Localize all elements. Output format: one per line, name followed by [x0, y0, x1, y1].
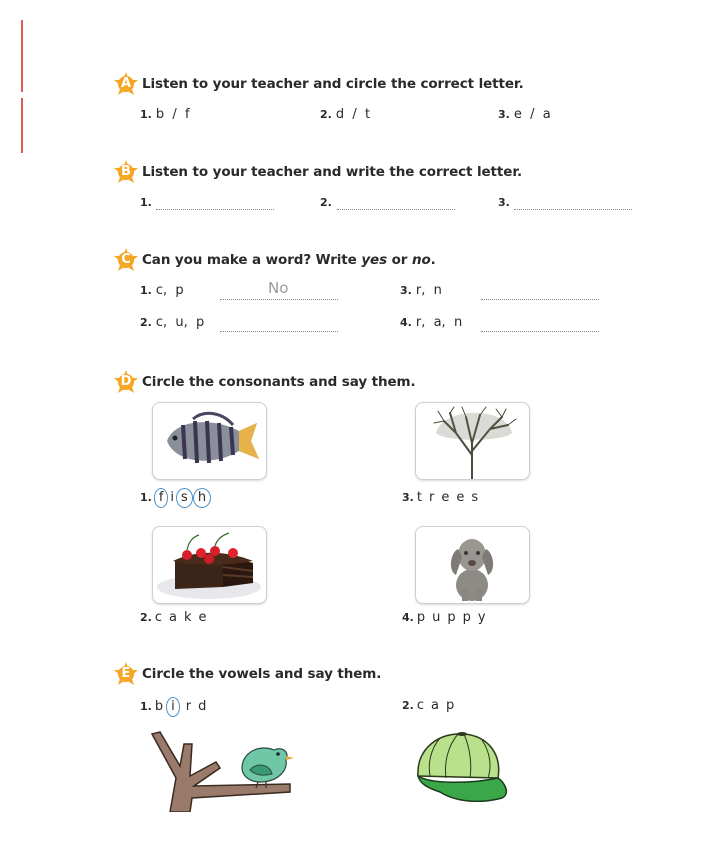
star-badge-icon: D	[114, 370, 138, 394]
list-item-number: 2.	[320, 196, 332, 209]
list-item[interactable]: 1. b / f	[140, 107, 190, 122]
word-cake[interactable]: 2. c a k e	[140, 610, 207, 625]
margin-mark	[21, 98, 23, 153]
answer-blank[interactable]	[220, 299, 338, 300]
written-answer: No	[268, 279, 289, 297]
list-item: 4. r, a, n	[400, 315, 463, 330]
word-puppy[interactable]: 4. p u p p y	[402, 610, 486, 625]
cap-picture	[410, 730, 510, 802]
section-title: Listen to your teacher and circle the correct letter.	[142, 76, 524, 92]
word-trees[interactable]: 3. t r e e s	[402, 490, 479, 505]
section-e-heading	[114, 662, 381, 686]
word-fish[interactable]: 1. f i s h	[140, 488, 211, 506]
list-item-number: 1.	[140, 196, 152, 209]
cake-picture	[152, 526, 267, 604]
list-item-number: 3.	[498, 196, 510, 209]
trees-picture	[415, 402, 530, 480]
word-cap[interactable]: 2. c a p	[402, 698, 455, 713]
list-item: 3. r, n	[400, 283, 442, 298]
section-a-heading	[114, 72, 524, 96]
list-item[interactable]: 3. e / a	[498, 107, 551, 122]
answer-blank[interactable]	[156, 209, 274, 210]
word-bird[interactable]: 1. b i r d	[140, 697, 213, 715]
star-badge-icon: C	[114, 248, 138, 272]
section-d-heading	[114, 370, 416, 394]
fish-picture	[152, 402, 267, 480]
list-item: 2. c, u, p	[140, 315, 205, 330]
answer-blank[interactable]	[337, 209, 455, 210]
answer-blank[interactable]	[481, 299, 599, 300]
answer-blank[interactable]	[514, 209, 632, 210]
section-c-heading	[114, 248, 436, 272]
list-item[interactable]: 2. d / t	[320, 107, 371, 122]
section-title: Circle the vowels and say them.	[142, 666, 382, 682]
list-item: 1. c, p	[140, 283, 184, 298]
bird-picture	[150, 726, 295, 812]
section-title: Circle the consonants and say them.	[142, 374, 416, 390]
puppy-picture	[415, 526, 530, 604]
section-title: Can you make a word? Write yes or no.	[142, 252, 436, 268]
section-title: Listen to your teacher and write the correct letter.	[142, 164, 522, 180]
star-badge-icon: B	[114, 160, 138, 184]
answer-blank[interactable]	[481, 331, 599, 332]
answer-blank[interactable]	[220, 331, 338, 332]
margin-mark	[21, 20, 23, 92]
star-badge-icon: A	[114, 72, 138, 96]
section-b-heading	[114, 160, 522, 184]
star-badge-icon: E	[114, 662, 138, 686]
